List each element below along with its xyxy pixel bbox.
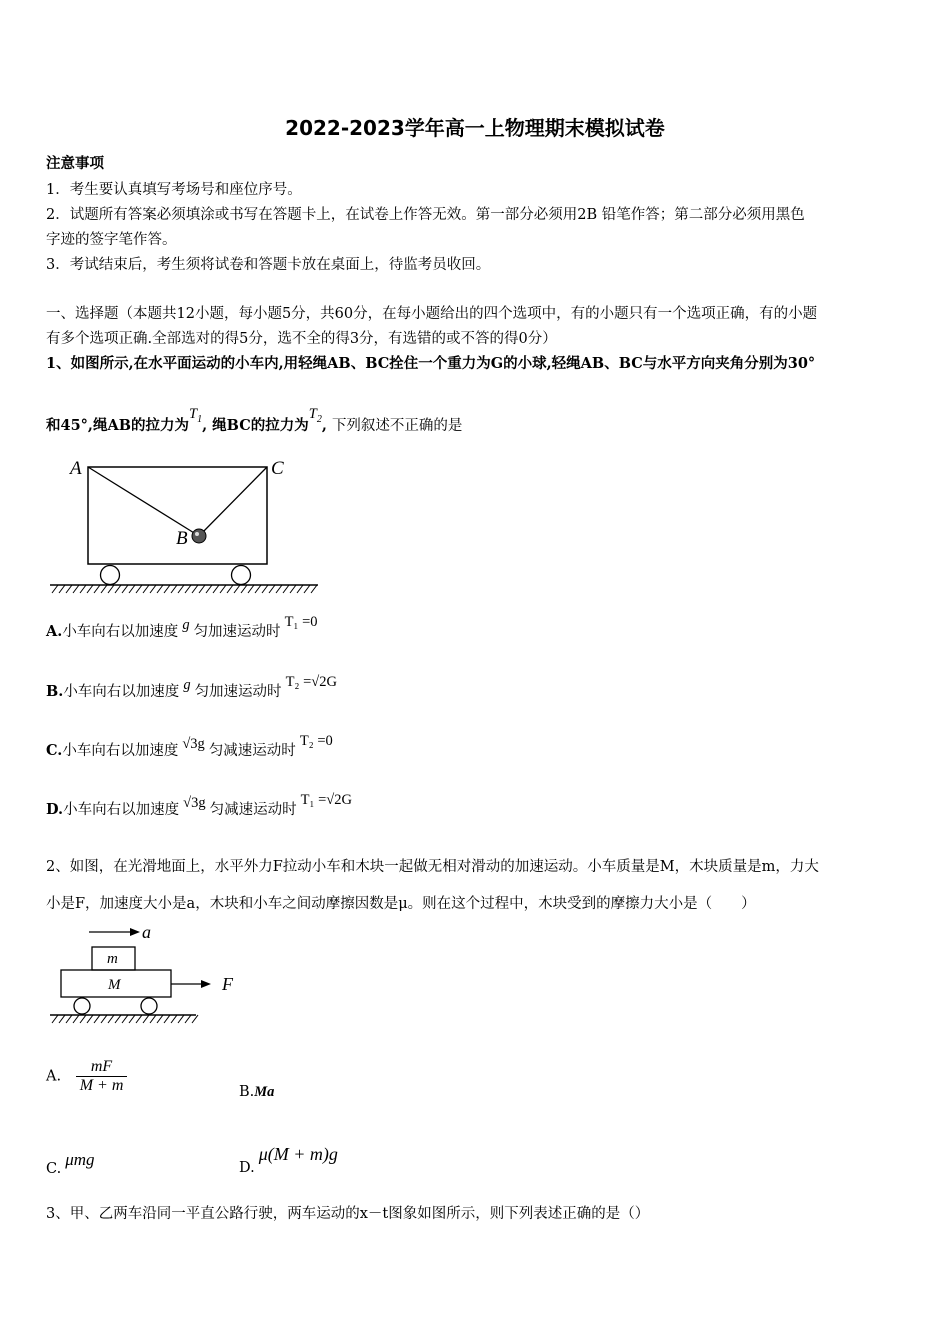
notice-item-1: 1．考生要认真填写考场号和座位序号。	[46, 182, 302, 198]
q2-option-b[interactable]: B.Ma	[239, 1084, 275, 1100]
ground-hatch	[136, 1015, 142, 1023]
ground-hatch	[129, 585, 135, 593]
ground-hatch	[87, 585, 93, 593]
ground-hatch	[143, 1015, 149, 1023]
ground-hatch	[150, 585, 156, 593]
q2-option-d[interactable]: D.μ(M + m)g	[239, 1144, 338, 1176]
notice-heading: 注意事项	[46, 155, 104, 172]
q2-cart-figure	[46, 920, 256, 1032]
ground-hatch	[94, 585, 100, 593]
ground-hatch	[73, 1015, 79, 1023]
ground-hatch	[199, 585, 205, 593]
q1-stem-1: 1、如图所示,在水平面运动的小车内,用轻绳AB、BC拴住一个重力为G的小球,轻绳AB、BC与水平方向夹角分别为30°	[46, 355, 816, 372]
q1-t1-symbol: $T_1$	[188, 406, 203, 425]
ground-hatch	[66, 585, 72, 593]
ground-hatch	[59, 585, 65, 593]
ground-hatch	[115, 585, 121, 593]
q1-stem-2a: 和45°,绳AB的拉力为	[46, 417, 189, 434]
ground-hatch	[129, 1015, 135, 1023]
ground-hatch	[192, 585, 198, 593]
section-intro-2: 有多个选项正确.全部选对的得5分，选不全的得3分，有选错的或不答的得0分）	[46, 331, 557, 347]
ground-hatch	[101, 585, 107, 593]
ground-hatch	[220, 585, 226, 593]
label-force: F	[222, 974, 233, 994]
ground-hatch	[241, 585, 247, 593]
ground-hatch	[255, 585, 261, 593]
ground-hatch	[80, 1015, 86, 1023]
ground-hatch	[269, 585, 275, 593]
q1-stem-2b: 绳BC的拉力为	[212, 417, 309, 434]
q1-option-a[interactable]: A.小车向右以加速度 g 匀加速运动时T₁ =0	[46, 614, 318, 640]
label-a: A	[70, 458, 82, 479]
ball	[192, 529, 206, 543]
ground-hatch	[80, 585, 86, 593]
ground-hatch	[283, 585, 289, 593]
ground-hatch	[59, 1015, 65, 1023]
q1-option-d[interactable]: D.小车向右以加速度 √3g 匀减速运动时T₁ =√2G	[46, 792, 352, 818]
ground-hatch	[108, 585, 114, 593]
ground-hatch	[276, 585, 282, 593]
ground-hatch	[185, 1015, 191, 1023]
notice-item-2-cont: 字迹的签字笔作答。	[46, 232, 177, 248]
ground-hatch	[115, 1015, 121, 1023]
ground-hatch	[52, 1015, 58, 1023]
rope-ab	[88, 467, 199, 536]
ground-hatch	[108, 1015, 114, 1023]
ground-hatch	[143, 585, 149, 593]
q1-option-c[interactable]: C.小车向右以加速度 √3g 匀减速运动时T₂ =0	[46, 733, 333, 759]
label-m: m	[107, 951, 118, 967]
q2-option-c[interactable]: C. μmg	[46, 1150, 95, 1177]
q1-option-b[interactable]: B.小车向右以加速度 g 匀加速运动时T₂ =√2G	[46, 674, 337, 700]
ground-hatch	[178, 1015, 184, 1023]
ground-hatch	[157, 585, 163, 593]
ground-hatch	[290, 585, 296, 593]
ground-hatch	[164, 1015, 170, 1023]
ground-hatch	[122, 1015, 128, 1023]
ground-hatch	[311, 585, 317, 593]
wheel-left	[74, 998, 90, 1014]
q2-stem-1: 2、如图，在光滑地面上，水平外力F拉动小车和木块一起做无相对滑动的加速运动。小车质量是M，木块质量是m，力大	[46, 859, 819, 875]
ground-hatch	[304, 585, 310, 593]
ground-hatch	[150, 1015, 156, 1023]
ground-hatch	[73, 585, 79, 593]
q2-stem-2: 小是F，加速度大小是a，木块和小车之间动摩擦因数是μ。则在这个过程中，木块受到的摩擦力大小是（ ）	[46, 896, 756, 912]
ground-hatch	[136, 585, 142, 593]
rope-bc	[199, 467, 267, 536]
ground-hatch	[122, 585, 128, 593]
label-accel: a	[142, 922, 151, 942]
ground-hatch	[101, 1015, 107, 1023]
ground-hatch	[185, 585, 191, 593]
page-title: 2022-2023学年高一上物理期末模拟试卷	[285, 116, 665, 140]
ground-hatch	[227, 585, 233, 593]
notice-item-3: 3．考试结束后，考生须将试卷和答题卡放在桌面上，待监考员收回。	[46, 257, 491, 273]
wheel-right	[141, 998, 157, 1014]
label-b: B	[176, 528, 188, 549]
ground-hatch	[171, 1015, 177, 1023]
wheel-left	[101, 566, 120, 585]
wheel-right	[232, 566, 251, 585]
ground-hatch	[262, 585, 268, 593]
notice-item-2: 2．试题所有答案必须填涂或书写在答题卡上，在试卷上作答无效。第一部分必须用2B 铅笔作答；第二部分必须用黑色	[46, 207, 805, 223]
q1-cart-figure	[46, 452, 326, 600]
q2-option-a[interactable]: A. $\frac{mF}{M + m}$	[46, 1058, 127, 1095]
ground-hatch	[213, 585, 219, 593]
ground-hatch	[248, 585, 254, 593]
ground-hatch	[297, 585, 303, 593]
ground-hatch	[87, 1015, 93, 1023]
q1-stem-2c: 下列叙述不正确的是	[331, 418, 463, 434]
ground-hatch	[178, 585, 184, 593]
cart-body	[88, 467, 267, 564]
q3-stem: 3、甲、乙两车沿同一平直公路行驶，两车运动的x－t图象如图所示，则下列表述正确的是（）	[46, 1206, 650, 1222]
section-intro-1: 一、选择题（本题共12小题，每小题5分，共60分，在每小题给出的四个选项中，有的小题只有一个选项正确，有的小题	[46, 306, 818, 322]
ground-hatch	[94, 1015, 100, 1023]
ground-hatch	[206, 585, 212, 593]
q1-stem-2: 和45°,绳AB的拉力为$T_1$, 绳BC的拉力为$T_2$, 下列叙述不正确的是	[46, 406, 463, 434]
ground-hatch	[234, 585, 240, 593]
ground-hatch	[52, 585, 58, 593]
ground-hatch	[157, 1015, 163, 1023]
label-M: M	[108, 977, 121, 993]
ground-hatch	[192, 1015, 198, 1023]
q1-t2-symbol: $T_2$	[308, 406, 322, 425]
ground-hatch	[164, 585, 170, 593]
label-c: C	[271, 458, 284, 479]
ground-hatch	[171, 585, 177, 593]
ground-hatch	[66, 1015, 72, 1023]
